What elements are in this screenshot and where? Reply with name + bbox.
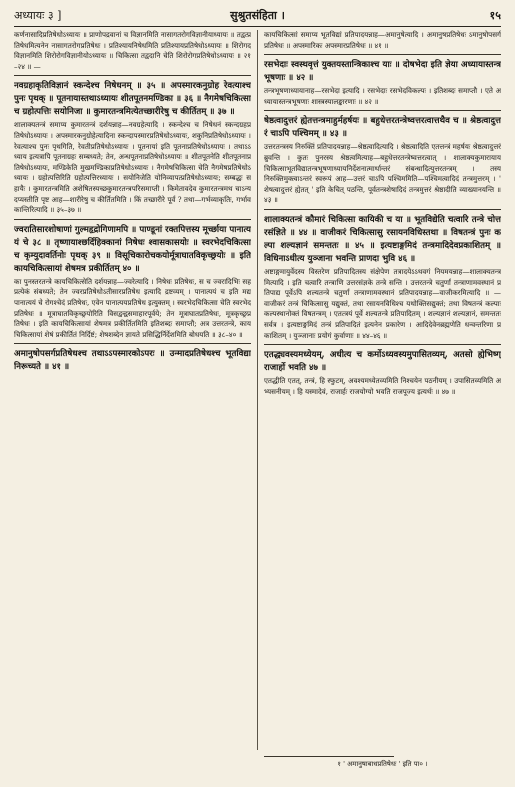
commentary-paragraph: एतद्धीति एतत्, तन्त्रं, हि स्फुटम्, अवश्यमध्येतव्यमिति निश्चयेन पठनीयम् । उपासितव्यमिति अभ्यसनीयम् । हि यस्मादेवं, राजार्हः राजयोग्यो भवति राजपूज्य इत्यर्थः ॥ ४७ ॥ (264, 376, 501, 396)
column-divider (257, 30, 258, 750)
commentary-paragraph: कायचिकित्सां समाप्य भूतविद्यां प्रतिपादयन्नाह—अमानुषेत्यादि । अमानुषप्रतिषेधः ऽमानुषोपसर्गप्रतिषेधः ॥ अपस्मारिकः अपस्मारप्रतिषेधः ॥ ४१ ॥ (264, 30, 501, 50)
verse-block: रसभेदाः स्वस्थवृत्तं युक्तयस्तान्त्रिकाश्च याः ॥ दोषभेदा इति ज्ञेया अध्यायास्तन्त्रभूषणाः ॥ ४२ ॥ (264, 60, 501, 84)
section-rule (264, 209, 501, 210)
section-rule (264, 344, 501, 345)
section-rule (264, 54, 501, 55)
verse-block: षेष्ठत्वादुत्तरं ह्येतत्तन्त्रमाहुर्महर्षयः ॥ बहुधेत्तरतन्त्रेष्वत्तरत्वात्तथैव च ॥ श्रेष्ठत्वादुत्तरं चाऽपि पश्चिमम् ॥ ४३ ॥ (264, 116, 501, 140)
section-rule (14, 343, 251, 344)
verse-block: एतद्ध्यवस्यमध्येयम्, अधीत्य च कर्मोऽध्यवस्यमुपासितव्यम्, अतसो ह्येभिष्ग् राजार्हो भवति ४७ ॥ (264, 350, 501, 374)
commentary-paragraph: उत्तरतन्त्रस्य निरुक्तिं प्रतिपादयन्नाह—श्रेष्ठत्वादित्यादि । श्रेष्ठत्वादिति एतत्तन्त्रं महर्षयः श्रेष्ठत्वादुत्तरं ब्रुवन्ति । कुतः पुनरस्य श्रेष्ठत्वमित्याह—बहुधेत्तरतन्त्रेष्वत्तरत्वात् । शालाक्यकुमारायायचिकित्साभूतविद्यातन्त्रभूषणाध्यायनिर्देशनात्मार्थान्तरं संबन्धादित्युत्तरतन्त्रम् । तस्य निरुक्तिमुक्त्वाऽन्तरं स्वरूपं आह—उत्तरं चाऽपि पश्चिममिति—पश्चिमत्वादिदं तन्त्रमुत्तरम् । ' शेषत्वादुत्तरं ह्येतत् ' इति केचित् पठन्ति, पूर्वतन्त्रशेषादिदं तन्त्रमुत्तरं श्रेष्ठादीति व्याख्यानयन्ति ॥ ४३ ॥ (264, 142, 501, 205)
commentary-paragraph: अष्टाङ्गमायुर्वेदस्य विस्तरेण प्रतिपादितस्य संक्षेपेण तत्रादयेऽऽथवगं नियमयन्नाह—शालाक्यतन्त्रमित्यादि । इति चत्वारि तन्त्राणि उत्तरसंज्ञके तन्त्रे सन्ति । उत्तरतन्त्रे चतुर्णां तन्त्राणामवस्थानं प्रतिपाद्य पूर्वेऽपि शल्यतन्त्रे चतुर्णां तन्त्राणामवस्थानं प्रतिपादयन्नाह—वाजीकरमित्यादि ॥ —वाजीकरं तन्त्रं चिकित्सासु यद्युक्तं, तथा रसायनविधिश्च यथोक्तिसद्युक्तं; तथा विषतन्त्रं कल्पाः कल्पस्थानोक्तं विषतन्त्रम् । एतत्त्रयं पूर्वे शल्यतन्त्रे प्रतिपादितम् । शल्यज्ञानं शल्यज्ञानं, समन्ततः सर्वत्र । इत्यष्टाङ्गमिदं तन्त्रं प्रतिपादितं इत्यनेन प्रकारेण । आदिदेवेनब्रह्मणेति धन्वन्तरिणा प्रकाशितम् । युञ्जानाः प्रयोगं कुर्वाणाः ॥ ४४–४६ ॥ (264, 266, 501, 340)
footnote-rule (264, 756, 394, 757)
running-title: सुश्रुतसंहिता । (230, 9, 285, 22)
commentary-paragraph: का पुनस्तरतन्त्रे कायचिकित्सेति दर्शयन्नाह—ज्वरेत्यादि । निषेधः प्रतिषेधः, स च ज्वरादिभिः सह प्रत्येकं संबध्यते; तेन ज्वरप्रतिषेधोऽतीसारप्रतिषेध इत्यादि द्रष्टव्यम् । पानात्ययं च इति मद्यपानात्ययं चे रोगश्चेदं प्रतिषेधः, एवेन पानात्ययप्रतिषेध इत्युक्तम् । स्वरभेदचिकित्सा चेति स्वरभेदप्रतिषेधः ॥ मूत्राघातविकृच्छ्रयोरिति विसद्वन्द्वसमाहारपूर्वये; तेन मूत्राघातप्रतिषेधः, मूत्रकृच्छ्रप्रतिषेधः । इति कायचिकित्सायां शेषमत्र प्रकीर्तितमिति इतिशब्दः समाप्तौ; अत्र उत्तरतन्त्रे, कायचिकित्सायां शेषं प्रकीर्तितं निर्दिष्टं; शेषशब्देन ज्ञायते प्रसिद्धिर्निर्देशमिति बोधयति ॥ ३८–४० ॥ (14, 276, 251, 339)
section-rule (14, 219, 251, 220)
commentary-paragraph: कर्णनासादिप्रतिषेधोऽध्यायः ॥ प्राणोपद्रवानां च विज्ञानमिति नासागतरोगविज्ञानीयाध्यायः ॥ तद्वत्प्रतिषेधमित्यनेन नासागतरोगप्रतिषेधः । प्रतिश्यायनिषेधमिति प्रतिश्यायप्रतिषेधोऽध्यायः ॥ शिरोगदविज्ञानमिति शिरोरोगविज्ञानीयोऽध्यायः ॥ चिकित्सा तद्वदानि चेति शिरोरोगप्रतिषेधोऽध्यायः ॥ २१–२४ ॥ — (14, 30, 251, 71)
page-number: १५ (489, 9, 501, 22)
verse-block: ज्वरातिसारशोषाणां गुल्महृद्रोगिणामपि ॥ पाण्डूनां रक्तपित्तस्य मूर्च्छाया पानात्ययं चे ३८ ॥ तृष्णायाश्छर्दिहिक्कानां निषेधः श्वासकासयोः ॥ स्वरभेदचिकित्सा च कृम्युदावर्तिनोः पृथक् ३९ ॥ विसूचिकारोचकयोर्मूत्राघातविकृच्छ्रयोः ॥ इति कायचिकित्सायां शेषमत्र प्रकीर्तितम् ४० ॥ (14, 224, 251, 274)
verse-block: नवग्रहाकृतिविज्ञानं स्कन्देश्च निषेधनम् ॥ ३५ ॥ अपस्मारकनुग्रोह रेवत्याश्च पुनः पृथक् ॥ पूतनायास्तथाऽध्यायः शीतपूतनमण्डिका ॥ ३६ ॥ नैगमेषचिकित्सा च ग्रहोत्पत्तिः सयोनिजा ॥ कुमारतन्त्रमित्येतच्छारीरेषु च कीर्तितम् ॥ ३७ ॥ (14, 81, 251, 118)
right-column (264, 30, 501, 775)
section-rule (14, 75, 251, 76)
verse-block: अमानुषोपसर्गप्रतिषेधश्च तथाऽऽपस्मारकोऽपरः ॥ उन्मादप्रतिषेधश्च भूतविद्या निरूच्यते ॥ ४१ ॥ (14, 349, 251, 373)
left-column (14, 30, 251, 775)
chapter-label: अध्यायः ३ ] (14, 9, 62, 22)
commentary-paragraph: तन्त्रभूषणाध्यायानाह—रसभेदा इत्यादि । रसभेदाः रसभेदविकल्पः । इतिशब्दः समाप्तौ । एते अध्यायास्तन्त्रभूषणाः शास्त्रस्यालङ्कारणाः ॥ ४२ ॥ (264, 86, 501, 106)
section-rule (264, 110, 501, 111)
footnote: १ ' अमानुषाबाधप्रतिषेधः ' इति पा० । (337, 760, 428, 768)
verse-block: शालाक्यतन्त्रं कौमारं चिकित्सा कायिकी च या ॥ भूतविद्येति चत्वारि तन्त्रे चोत्तरसंज्ञिते ॥ ४४ ॥ वाजीकरं चिकित्सासु रसायनविधिस्तथा ॥ विषतन्त्रं पुनः कल्पा शल्यज्ञानं समन्ततः ॥ ४५ ॥ इत्यष्टाङ्गमिदं तन्त्रमादिदेवप्रकाशितम् ॥ विधिनाऽधीत्य युञ्जाना भवन्ति प्राणदा भुवि ४६ ॥ (264, 214, 501, 264)
page-header (14, 6, 501, 27)
commentary-paragraph: शालाक्यतन्त्रं समाप्य कुमारतन्त्रं दर्शयन्नाह—नवग्रहेत्यादि । स्कन्देश्च च निषेधनं स्कन्दग्रहप्रतिषेधोऽध्यायः । अपस्मारकनुग्रोहेत्यादिना स्कन्दापस्मारप्रतिषेधोऽध्यायः, शकुनिप्रतिषेधोऽध्यायः । रेवत्याश्च पुनः पृथगिति, रेवतीप्रतिषेधोऽध्यायः । पूतनायां इति पूतनाप्रतिषेधोऽध्यायः । तथाऽऽध्याय इत्यत्रापि पूतनाग्रहः सम्बध्यते; तेन, अन्धपूतनाप्रतिषेधोऽध्यायः ॥ शीतपूतनेति शीतपूतनाप्रतिषेधोऽध्यायः, मण्डिकेति मुखमण्डिकाप्रतिषेधोऽध्यायः । नैगमेषचिकित्सा चेति नैगमेषप्रतिषेधोऽध्यायः । ग्रहोत्पत्तिरिति ग्रहोत्पत्तिरध्यायः । सयोनिजेति योनिव्यापत्प्रतिषेधोऽध्यायः; सम्बद्धः सहायैः । कुमारतन्त्रमिति अशेषितस्यच्छकुमारतन्त्रपरिसमाप्ती । किमेतावदेव कुमारतन्त्रमथ चाऽन्यदप्यस्तीति पृष्ट आह—शारीरेषु च कीर्तितमिति । किं तच्छारीरे पूर्वं ? तथा—गर्भव्याकृतिः, गर्भावकान्तिरित्यादि ॥ ३५–३७ ॥ (14, 120, 251, 215)
